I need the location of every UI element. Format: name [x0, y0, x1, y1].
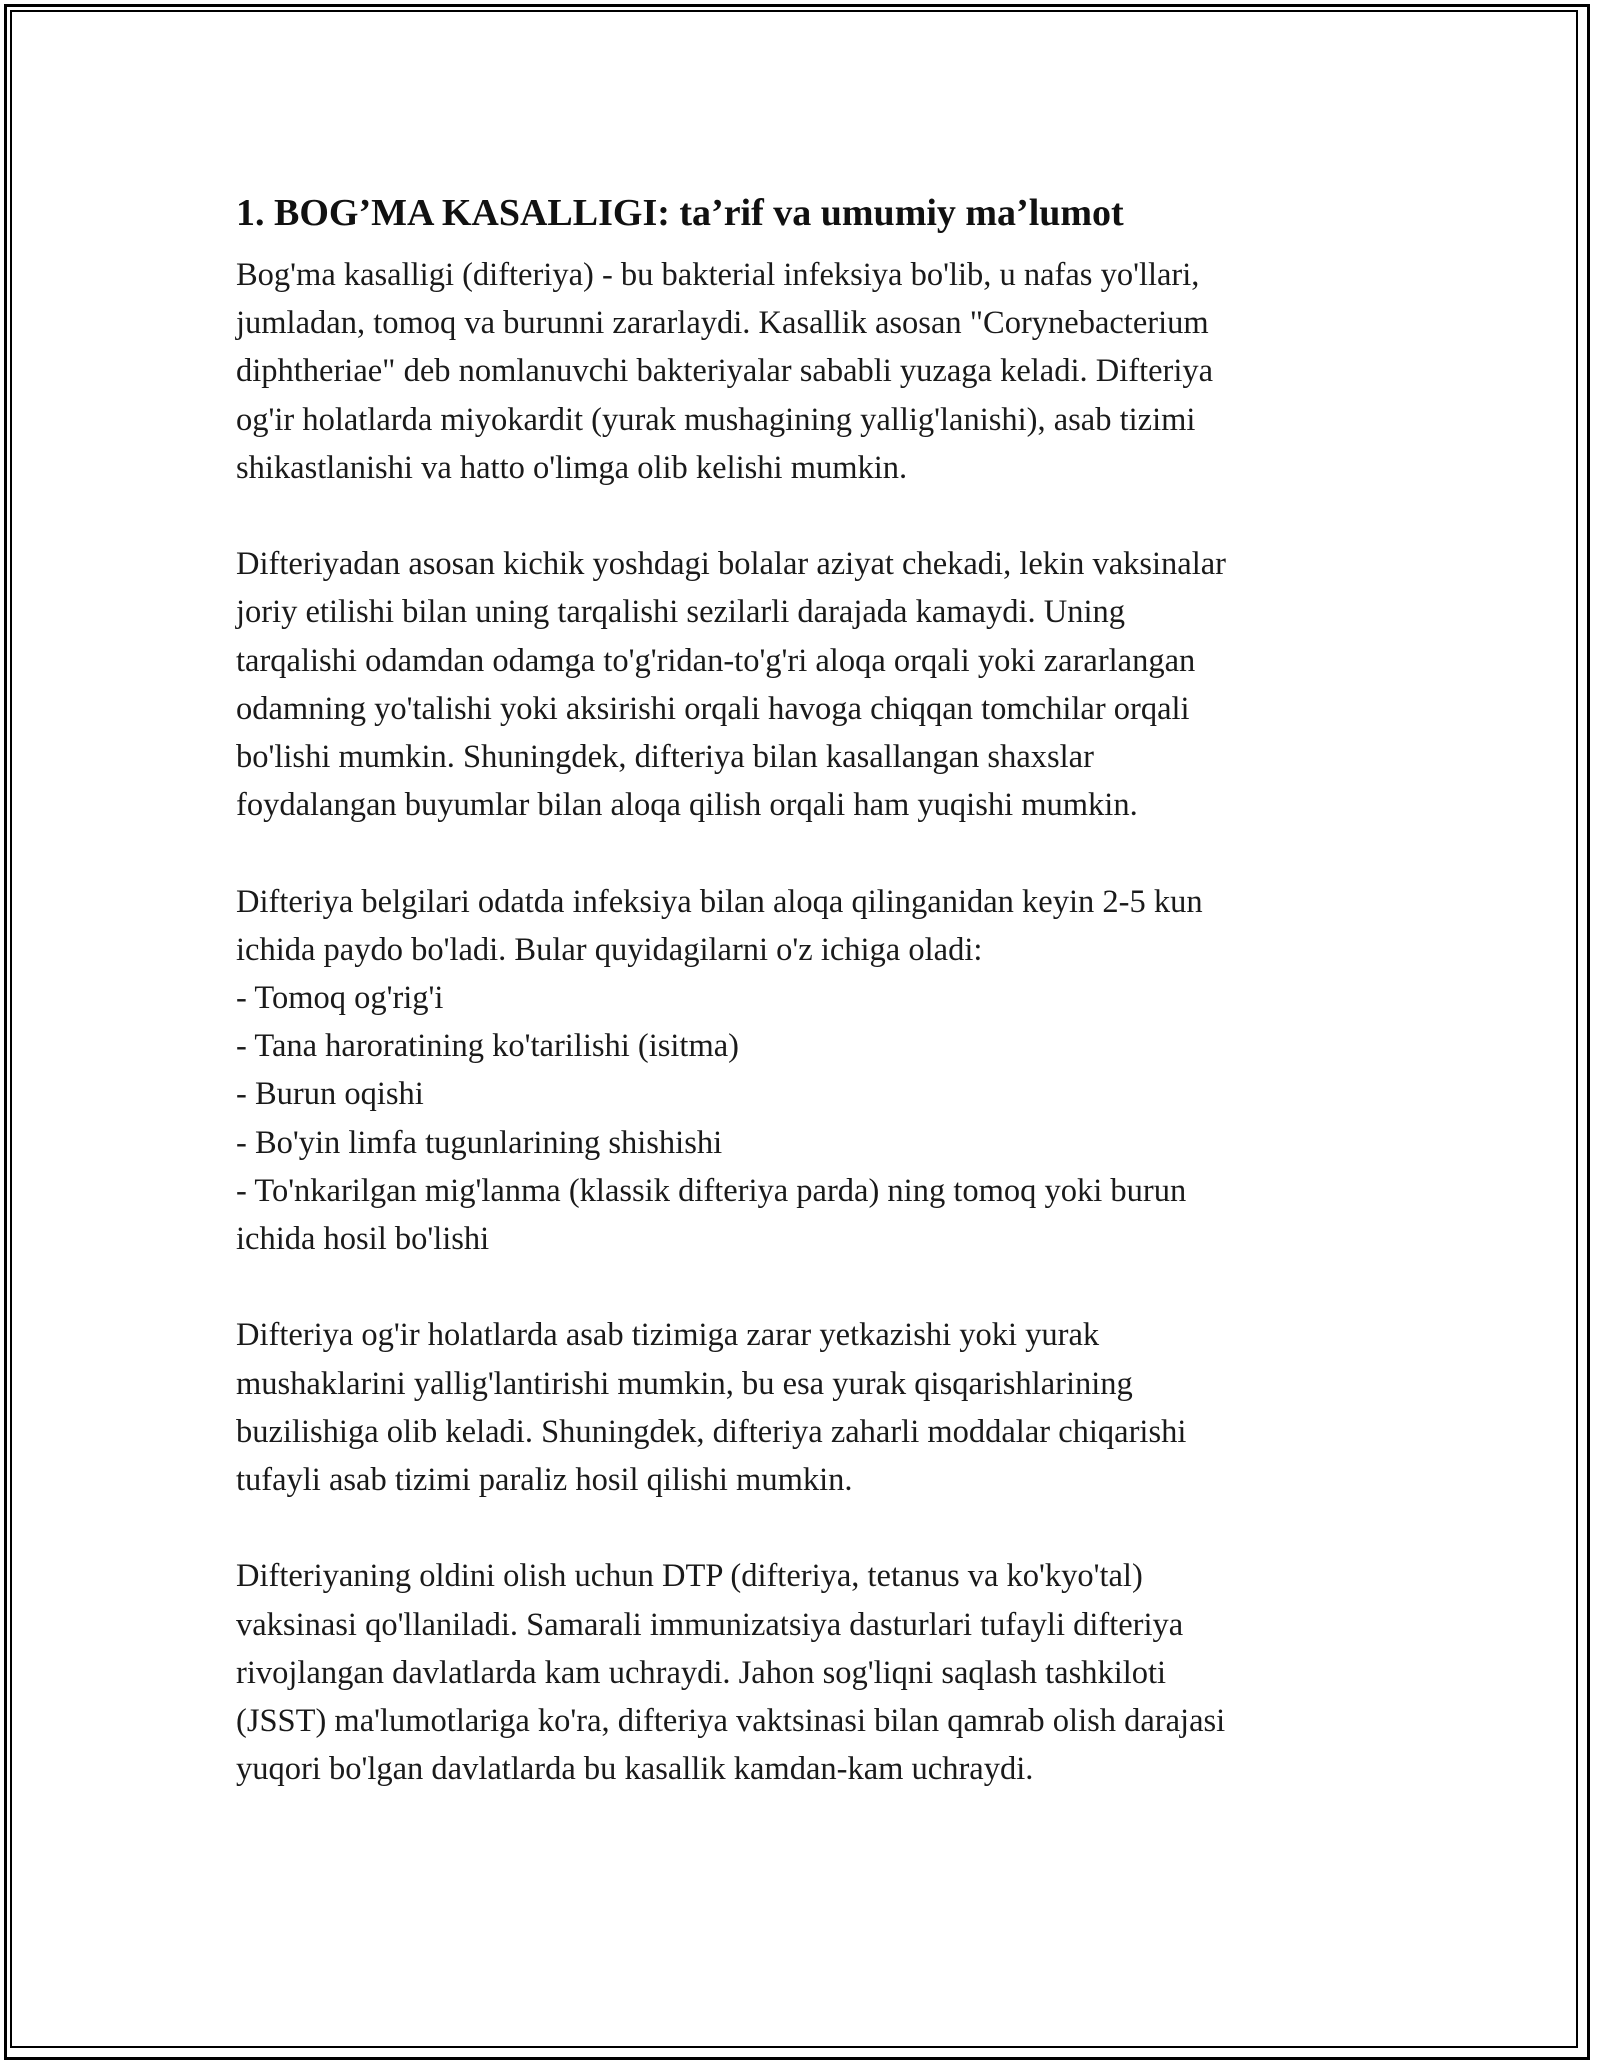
- paragraph-complications: [236, 1311, 1376, 1504]
- paragraph-symptoms: [236, 878, 1376, 1264]
- paragraph-definition: [236, 251, 1376, 492]
- text-line: buzilishiga olib keladi. Shuningdek, difteriya zaharli moddalar chiqarishi: [236, 1413, 1187, 1450]
- text-line: og'ir holatlarda miyokardit (yurak mushagining yallig'lanishi), asab tizimi: [236, 401, 1196, 438]
- text-line: Difteriyaning oldini olish uchun DTP (difteriya, tetanus va ko'kyo'tal): [236, 1558, 1143, 1595]
- symptom-list-item: - Tana haroratining ko'tarilishi (isitma): [236, 1028, 739, 1065]
- text-line: jumladan, tomoq va burunni zararlaydi. Kasallik asosan "Corynebacterium: [236, 305, 1209, 342]
- text-line: diphtheriae" deb nomlanuvchi bakteriyalar sababli yuzaga keladi. Difteriya: [236, 353, 1214, 390]
- text-line: joriy etilishi bilan uning tarqalishi sezilarli darajada kamaydi. Uning: [236, 594, 1126, 631]
- paragraph-prevention: [236, 1552, 1376, 1793]
- symptom-list-item: - Tomoq og'rig'i: [236, 980, 444, 1017]
- text-line: shikastlanishi va hatto o'limga olib kelishi mumkin.: [236, 449, 908, 486]
- text-line: vaksinasi qo'llaniladi. Samarali immunizatsiya dasturlari tufayli difteriya: [236, 1606, 1184, 1643]
- paragraph-transmission: [236, 540, 1376, 829]
- text-line: Difteriya belgilari odatda infeksiya bilan aloqa qilinganidan keyin 2-5 kun: [236, 883, 1203, 920]
- text-line: bo'lishi mumkin. Shuningdek, difteriya bilan kasallangan shaxslar: [236, 739, 1094, 776]
- text-line: Bog'ma kasalligi (difteriya) - bu bakterial infeksiya bo'lib, u nafas yo'llari,: [236, 257, 1200, 293]
- symptom-list-item: - To'nkarilgan mig'lanma (klassik difteriya parda) ning tomoq yoki burun: [236, 1172, 1187, 1209]
- text-line: tarqalishi odamdan odamga to'g'ridan-to'g'ri aloqa orqali yoki zararlangan: [236, 642, 1196, 679]
- text-line: odamning yo'talishi yoki aksirishi orqali havoga chiqqan tomchilar orqali: [236, 690, 1190, 727]
- text-line: Difteriyadan asosan kichik yoshdagi bolalar aziyat chekadi, lekin vaksinalar: [236, 546, 1226, 583]
- document-title: 1. BOG’MA KASALLIGI: ta’rif va umumiy ma’lumot: [236, 192, 1124, 234]
- text-line: Difteriya og'ir holatlarda asab tizimiga zarar yetkazishi yoki yurak: [236, 1317, 1100, 1354]
- text-line: (JSST) ma'lumotlariga ko'ra, difteriya vaktsinasi bilan qamrab olish darajasi: [236, 1703, 1226, 1740]
- text-line: yuqori bo'lgan davlatlarda bu kasallik kamdan-kam uchraydi.: [236, 1751, 1034, 1788]
- text-line: tufayli asab tizimi paraliz hosil qilishi mumkin.: [236, 1462, 853, 1499]
- symptom-list-item: - Burun oqishi: [236, 1076, 424, 1113]
- document-body: [236, 185, 1376, 1842]
- text-line: foydalangan buyumlar bilan aloqa qilish orqali ham yuqishi mumkin.: [236, 787, 1138, 824]
- text-line: ichida paydo bo'ladi. Bular quyidagilarni o'z ichiga oladi:: [236, 931, 983, 968]
- text-line: ichida hosil bo'lishi: [236, 1221, 490, 1258]
- text-line: mushaklarini yallig'lantirishi mumkin, bu esa yurak qisqarishlarining: [236, 1365, 1133, 1402]
- text-line: rivojlangan davlatlarda kam uchraydi. Jahon sog'liqni saqlash tashkiloti: [236, 1654, 1167, 1691]
- symptom-list-item: - Bo'yin limfa tugunlarining shishishi: [236, 1124, 723, 1161]
